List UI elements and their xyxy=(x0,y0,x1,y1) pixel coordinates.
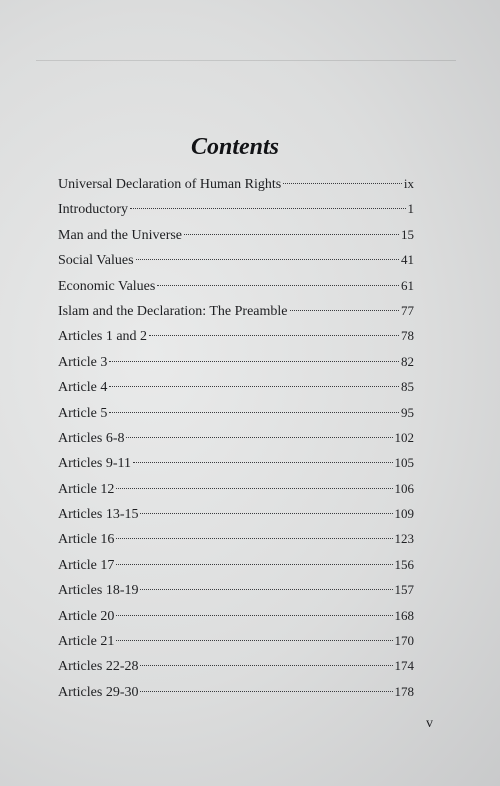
dot-leader xyxy=(109,412,399,413)
toc-entry-page: 157 xyxy=(394,582,414,598)
dot-leader xyxy=(140,589,392,590)
toc-entry-page: 95 xyxy=(401,404,414,420)
toc-entry-title: Articles 18-19 xyxy=(58,583,139,599)
toc-entry-title: Article 16 xyxy=(58,532,115,548)
dot-leader xyxy=(140,513,392,514)
toc-entry-title: Articles 13-15 xyxy=(58,507,139,523)
dot-leader xyxy=(140,665,392,666)
dot-leader xyxy=(149,335,399,336)
toc-entry-page: 78 xyxy=(401,328,414,344)
toc-entry xyxy=(58,526,414,551)
toc-entry xyxy=(58,374,414,399)
page-title: Contents xyxy=(190,134,280,161)
toc-entry-title: Introductory xyxy=(58,202,128,218)
toc-entry-page: 102 xyxy=(394,429,414,445)
toc-entry-page: ix xyxy=(403,176,414,191)
toc-entry-title: Article 12 xyxy=(58,481,115,497)
toc-entry-page: 170 xyxy=(394,633,414,649)
toc-entry-title: Article 5 xyxy=(58,405,108,421)
toc-entry xyxy=(58,577,414,602)
page-number: v xyxy=(426,716,433,731)
dot-leader xyxy=(126,437,392,438)
dot-leader xyxy=(133,462,393,463)
toc-entry-page: 61 xyxy=(401,277,414,293)
dot-leader xyxy=(116,640,392,641)
show-through-rule xyxy=(36,60,456,61)
dot-leader xyxy=(109,361,399,362)
toc-entry xyxy=(58,628,414,653)
toc-entry xyxy=(58,196,414,221)
toc-entry-title: Man and the Universe xyxy=(58,227,183,243)
toc-entry-page: 41 xyxy=(401,252,414,268)
dot-leader xyxy=(157,285,399,286)
toc-entry-title: Article 4 xyxy=(58,380,108,396)
toc-entry-title: Social Values xyxy=(58,253,134,269)
toc-entry-page: 85 xyxy=(401,379,414,395)
dot-leader xyxy=(116,538,392,539)
toc-entry xyxy=(58,425,414,450)
dot-leader xyxy=(290,310,400,311)
toc-entry-page: 1 xyxy=(407,201,414,217)
toc-entry xyxy=(58,679,414,704)
dot-leader xyxy=(109,386,399,387)
toc-entry-title: Articles 22-28 xyxy=(58,659,139,675)
toc-entry-page: 105 xyxy=(394,455,414,471)
toc-entry xyxy=(58,400,414,425)
toc-entry xyxy=(58,349,414,374)
table-of-contents xyxy=(58,171,414,704)
dot-leader xyxy=(136,259,399,260)
toc-entry xyxy=(58,273,414,298)
dot-leader xyxy=(283,183,402,184)
dot-leader xyxy=(184,234,399,235)
toc-entry xyxy=(58,501,414,526)
toc-entry-page: 123 xyxy=(394,531,414,547)
dot-leader xyxy=(140,691,392,692)
toc-entry xyxy=(58,450,414,475)
toc-entry-page: 109 xyxy=(394,506,414,522)
toc-entry-title: Article 21 xyxy=(58,634,115,650)
dot-leader xyxy=(116,615,392,616)
toc-entry-title: Article 20 xyxy=(58,608,115,624)
toc-entry xyxy=(58,222,414,247)
toc-entry-title: Articles 6-8 xyxy=(58,430,125,446)
toc-entry-title: Articles 29-30 xyxy=(58,684,139,700)
toc-entry-title: Islam and the Declaration: The Preamble xyxy=(58,303,288,319)
toc-entry xyxy=(58,298,414,323)
dot-leader xyxy=(116,488,392,489)
toc-entry-page: 77 xyxy=(401,302,414,318)
dot-leader xyxy=(130,208,406,209)
toc-entry-page: 106 xyxy=(394,480,414,496)
toc-entry xyxy=(58,653,414,678)
toc-entry xyxy=(58,603,414,628)
toc-entry xyxy=(58,552,414,577)
toc-entry-page: 82 xyxy=(401,353,414,369)
toc-entry-page: 156 xyxy=(394,556,414,572)
toc-entry-title: Article 17 xyxy=(58,557,115,573)
toc-entry-page: 168 xyxy=(394,607,414,623)
toc-entry-title: Articles 9-11 xyxy=(58,456,131,472)
dot-leader xyxy=(116,564,392,565)
toc-entry xyxy=(58,476,414,501)
toc-entry-page: 15 xyxy=(401,226,414,242)
toc-entry-page: 174 xyxy=(394,658,414,674)
toc-entry-title: Articles 1 and 2 xyxy=(58,329,148,345)
toc-entry-title: Economic Values xyxy=(58,278,156,294)
toc-entry-title: Article 3 xyxy=(58,354,108,370)
toc-entry-title: Universal Declaration of Human Rights xyxy=(58,177,282,192)
toc-entry xyxy=(58,171,414,196)
toc-entry xyxy=(58,247,414,272)
toc-entry-page: 178 xyxy=(394,683,414,699)
toc-entry xyxy=(58,323,414,348)
